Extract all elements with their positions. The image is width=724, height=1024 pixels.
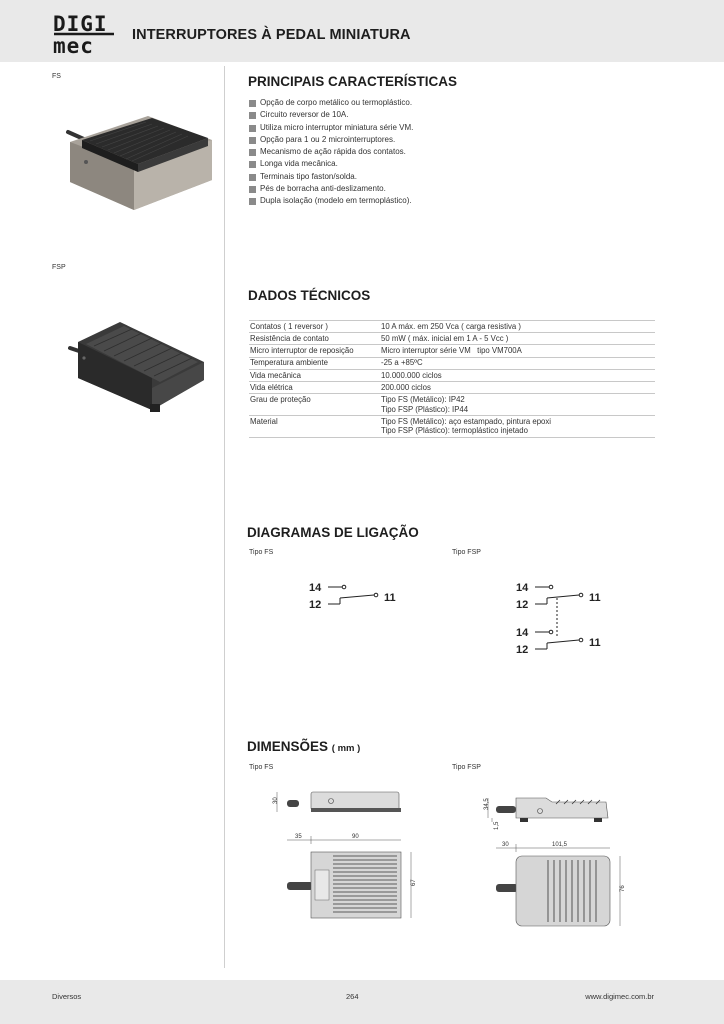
column-divider [224,66,225,968]
table-row [249,321,655,333]
terminal-11-label: 11 [589,592,601,604]
terminal-11-label: 11 [384,592,396,604]
table-row [249,415,655,437]
features-title: PRINCIPAIS CARACTERÍSTICAS [248,74,458,89]
dimension-drawing-fs [265,782,425,932]
feature-item: Pés de borracha anti-deslizamento. [249,183,413,195]
table-cell-value [380,394,655,416]
model-label-fs: FS [52,73,61,80]
table-cell-value [380,345,655,357]
dim-fs-cable: 35 [295,834,302,840]
terminal-12-label: 12 [309,599,322,611]
terminal-11-label: 11 [589,637,601,649]
feature-item: Circuito reversor de 10A. [249,109,413,121]
terminal-14-label: 14 [309,582,322,594]
fs-pedal-photo [64,110,214,220]
features-list [249,97,413,208]
table-cell-key: Grau de proteção [250,394,311,404]
dim-fs-length: 90 [352,834,359,840]
footer-section: Diversos [52,992,82,1001]
dims-fsp-label: Tipo FSP [452,764,481,771]
table-row [249,345,655,357]
terminal-14-label: 14 [516,582,529,594]
dim-fsp-cable: 30 [502,842,509,848]
dim-fsp-height: 34,5 [484,798,490,810]
tech-data-table [249,320,655,438]
terminal-12-label: 12 [516,644,529,656]
feature-item: Terminais tipo faston/solda. [249,171,413,183]
table-cell-key: Resistência de contato [250,333,329,343]
model-label-fsp: FSP [52,264,66,271]
tech-data-title: DADOS TÉCNICOS [248,288,371,303]
dims-fs-label: Tipo FS [249,764,274,771]
wiring-title: DIAGRAMAS DE LIGAÇÃO [247,525,419,540]
table-cell-value [380,381,655,393]
dim-fs-width: 67 [411,879,417,886]
value-line: Tipo FS (Metálico): IP42 [381,394,465,404]
value-line: 10 A máx. em 250 Vca ( carga resistiva ) [381,321,521,331]
wiring-diagram-fs [300,576,410,621]
value-line: Tipo FS (Metálico): aço estampado, pintura epoxi [381,416,552,426]
table-row [249,357,655,369]
wiring-fs-label: Tipo FS [249,549,274,556]
dim-fs-height: 30 [273,797,279,804]
table-cell-key: Vida elétrica [250,382,293,392]
value-line: Tipo FSP (Plástico): IP44 [381,404,469,414]
logo-text-digi: DIGI [53,12,108,36]
dimensions-title-text: DIMENSÕES [247,739,329,754]
value-line: 10.000.000 ciclos [381,370,442,380]
terminal-14-label: 14 [516,627,529,639]
logo-text-mec: mec [53,34,94,55]
dim-fsp-feet: 1,5 [494,821,500,830]
table-row [249,381,655,393]
page-title: INTERRUPTORES À PEDAL MINIATURA [132,27,411,43]
feature-item: Opção de corpo metálico ou termoplástico. [249,97,413,109]
table-cell-key: Contatos ( 1 reversor ) [250,321,328,331]
footer-url[interactable]: www.digimec.com.br [585,992,654,1001]
dimensions-title [247,739,360,754]
feature-item: Opção para 1 ou 2 microinterruptores. [249,134,413,146]
table-cell-key: Material [250,416,278,426]
feature-item: Dupla isolação (modelo em termoplástico). [249,195,413,207]
value-line: Micro interruptor série VM tipo VM700A [381,346,522,356]
wiring-diagram-fsp [505,576,615,667]
table-cell-value [380,415,655,437]
table-row [249,333,655,345]
digimec-logo [52,11,116,55]
value-line: -25 a +85ºC [381,358,423,368]
fsp-pedal-photo [68,318,208,421]
feature-item: Mecanismo de ação rápida dos contatos. [249,146,413,158]
table-row [249,394,655,416]
page-header [0,0,724,62]
wiring-fsp-label: Tipo FSP [452,549,481,556]
value-line: Tipo FSP (Plástico): termoplástico injetado [381,426,528,436]
table-cell-key: Vida mecânica [250,370,301,380]
dimension-drawing-fsp [470,782,630,937]
table-cell-value [380,369,655,381]
table-cell-key: Temperatura ambiente [250,358,329,368]
digimec-logo-mark [52,11,116,55]
page-footer [0,980,724,1024]
terminal-12-label: 12 [516,599,529,611]
table-cell-key: Micro interruptor de reposição [250,346,354,356]
feature-item: Longa vida mecânica. [249,158,413,170]
table-cell-value [380,333,655,345]
table-cell-value [380,357,655,369]
value-line: 50 mW ( máx. inicial em 1 A - 5 Vcc ) [381,333,509,343]
feature-item: Utiliza micro interruptor miniatura série VM. [249,122,413,134]
dim-fsp-length: 101,5 [552,842,568,848]
dim-fsp-width: 76 [620,885,626,892]
table-row [249,369,655,381]
page-number: 264 [346,992,359,1001]
value-line: 200.000 ciclos [381,382,431,392]
table-cell-value [380,321,655,333]
dimensions-unit: ( mm ) [331,743,361,754]
